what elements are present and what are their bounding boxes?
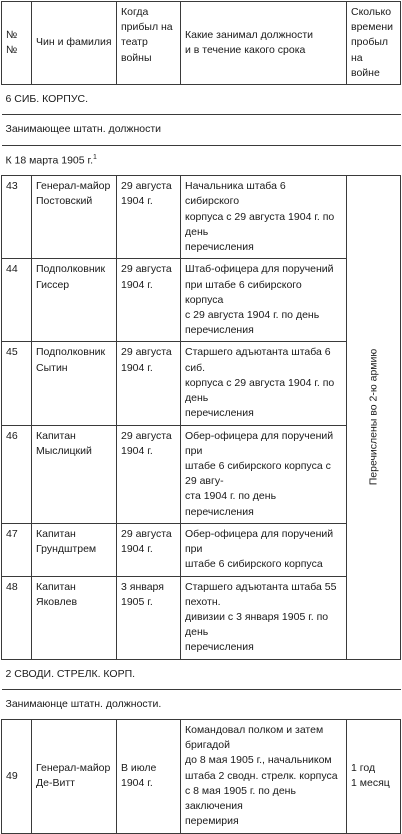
section1-title-row bbox=[2, 85, 401, 115]
row-name: Подполковник Сытин bbox=[32, 342, 117, 425]
section1-date: К 18 марта 1905 г. bbox=[5, 154, 93, 167]
row-position: Обер-офицера для поручений при штабе 6 сибирского корпуса bbox=[181, 523, 347, 576]
header-position: Какие занимал должности и в течение какого срока bbox=[181, 2, 347, 85]
table-row bbox=[2, 523, 401, 576]
officers-table bbox=[1, 1, 401, 834]
section1-subtitle-row bbox=[2, 115, 401, 145]
row-position: Старшего адъютанта штаба 6 сиб. корпуса с 29 августа 1904 г. по день перечисления bbox=[181, 342, 347, 425]
row-name: Капитан Мыслицкий bbox=[32, 425, 117, 523]
row-arrived: 29 августа 1904 г. bbox=[117, 342, 181, 425]
section2-title-row bbox=[2, 659, 401, 689]
row-name: Капитан Яковлев bbox=[32, 576, 117, 659]
table-row bbox=[2, 576, 401, 659]
table-row bbox=[2, 176, 401, 259]
row-number: 45 bbox=[2, 342, 32, 425]
vertical-note-cell bbox=[347, 176, 401, 659]
section1-subtitle: Занимающее штатн. должности bbox=[2, 115, 401, 145]
row-number: 43 bbox=[2, 176, 32, 259]
section2-subtitle-row bbox=[2, 689, 401, 719]
header-number: №№ bbox=[2, 2, 32, 85]
row-name: Капитан Грундштрем bbox=[32, 523, 117, 576]
table-row bbox=[2, 720, 401, 834]
section2-title: 2 СВОДИ. СТРЕЛК. КОРП. bbox=[2, 659, 401, 689]
table-row bbox=[2, 342, 401, 425]
table-row bbox=[2, 425, 401, 523]
header-arrived: Когда прибыл на театр войны bbox=[117, 2, 181, 85]
section1-date-cell bbox=[2, 145, 401, 176]
row-arrived: 29 августа 1904 г. bbox=[117, 176, 181, 259]
row-duration: 1 год 1 месяц bbox=[347, 720, 401, 834]
section1-date-row bbox=[2, 145, 401, 176]
section2-subtitle: Занимаюнце штатн. должности. bbox=[2, 689, 401, 719]
row-arrived: 29 августа 1904 г. bbox=[117, 259, 181, 342]
row-name: Подполковник Гиссер bbox=[32, 259, 117, 342]
row-number: 48 bbox=[2, 576, 32, 659]
row-number: 46 bbox=[2, 425, 32, 523]
row-arrived: 29 августа 1904 г. bbox=[117, 425, 181, 523]
row-position: Обер-офицера для поручений при штабе 6 сибирского корпуса с 29 авгу- ста 1904 г. по день перечисления bbox=[181, 425, 347, 523]
row-position: Начальника штаба 6 сибирского корпуса с 29 августа 1904 г. по день перечисления bbox=[181, 176, 347, 259]
row-name: Генерал-майор Де-Витт bbox=[32, 720, 117, 834]
vertical-note: Перечислены во 2-ю армию bbox=[366, 349, 379, 486]
row-number: 49 bbox=[2, 720, 32, 834]
row-position: Командовал полком и затем бригадой до 8 мая 1905 г., начальником штаба 2 сводн. стрелк. корпуса с 8 мая 1905 г. по день заключения перемирия bbox=[181, 720, 347, 834]
table-row bbox=[2, 259, 401, 342]
header-row bbox=[2, 2, 401, 85]
header-duration: Сколько времени пробыл на войне bbox=[347, 2, 401, 85]
row-position: Старшего адъютанта штаба 55 пехотн. дивизии с 3 января 1905 г. по день перечисления bbox=[181, 576, 347, 659]
row-arrived: В июле 1904 г. bbox=[117, 720, 181, 834]
row-name: Генерал-майор Постовский bbox=[32, 176, 117, 259]
row-number: 44 bbox=[2, 259, 32, 342]
row-arrived: 29 августа 1904 г. bbox=[117, 523, 181, 576]
row-number: 47 bbox=[2, 523, 32, 576]
row-arrived: 3 января 1905 г. bbox=[117, 576, 181, 659]
header-name: Чин и фамилия bbox=[32, 2, 117, 85]
row-position: Штаб-офицера для поручений при штабе 6 сибирского корпуса с 29 августа 1904 г. по день перечисления bbox=[181, 259, 347, 342]
section1-title: 6 СИБ. КОРПУС. bbox=[2, 85, 401, 115]
footnote-marker: 1 bbox=[93, 153, 97, 161]
